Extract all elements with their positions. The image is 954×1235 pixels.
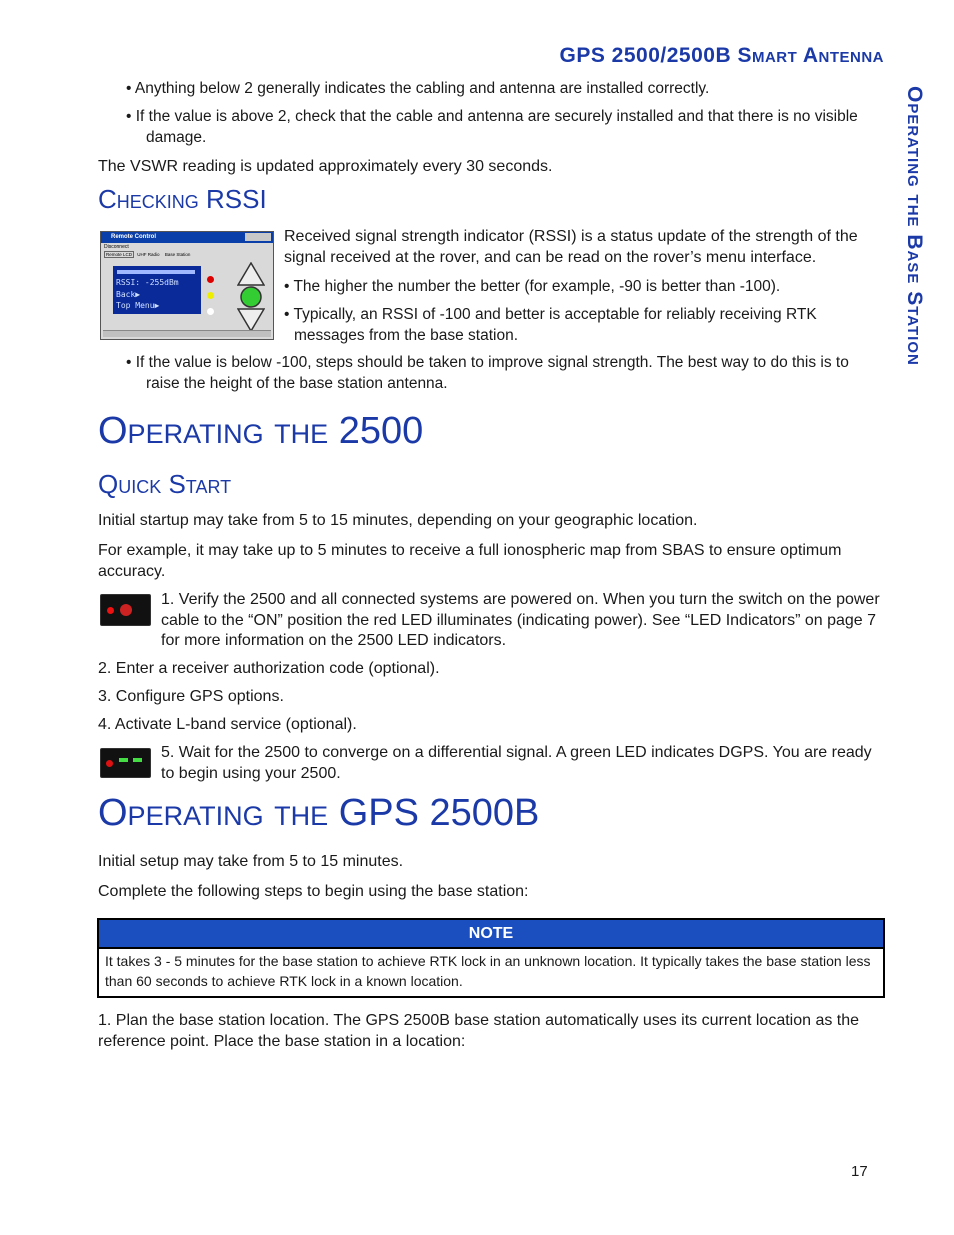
lcd-status-bar xyxy=(117,270,195,274)
power-led-panel xyxy=(100,594,151,626)
rssi-bullet-typical: • Typically, an RSSI of -100 and better is acceptable for reliably receiving RTK messages from the base station. xyxy=(284,306,817,344)
step-5-converge: 5. Wait for the 2500 to converge on a differential signal. A green LED indicates DGPS. You are ready to begin using your 2500. xyxy=(161,744,872,782)
heading-operating-2500: Operating the 2500 xyxy=(98,410,424,452)
tab-uhf-radio: UHF Radio xyxy=(137,252,160,257)
heading-quick-start: Quick Start xyxy=(98,469,232,499)
tab-base-station: Base Station xyxy=(164,252,191,257)
window-menu: Disconnect xyxy=(104,244,129,250)
step-2-authorization: 2. Enter a receiver authorization code (optional). xyxy=(98,660,440,677)
heading-operating-2500b: Operating the GPS 2500B xyxy=(98,792,540,834)
green-led-icon xyxy=(119,758,128,762)
rssi-bullet-higher: • The higher the number the better (for example, -90 is better than -100). xyxy=(284,278,781,295)
note-title: NOTE xyxy=(99,920,883,949)
window-titlebar xyxy=(101,232,273,243)
down-arrow-icon xyxy=(237,308,265,332)
vswr-note: The VSWR reading is updated approximately every 30 seconds. xyxy=(98,158,553,175)
tab-remote-lcd: Remote LCD xyxy=(106,252,133,257)
bullet-vswr-low: • Anything below 2 generally indicates the cabling and antenna are installed correctly. xyxy=(126,80,710,97)
step-1-power: 1. Verify the 2500 and all connected systems are powered on. When you turn the switch on the power cable to the “ON” position the red LED illuminates (indicating power). See “LED Indicators” on page 7 for more information on the 2500 LED indicators. xyxy=(161,591,880,649)
window-status-bar xyxy=(103,330,271,337)
enter-button-icon xyxy=(237,285,265,309)
heading-checking-rssi: Checking RSSI xyxy=(98,184,267,214)
rover-lcd-screen xyxy=(113,266,201,314)
rssi-intro: Received signal strength indicator (RSSI) is a status update of the strength of the signal received at the rover, and can be read on the rover’s menu interface. xyxy=(284,228,858,266)
lcd-line-back: Back▶ xyxy=(116,290,141,299)
yellow-led-icon xyxy=(207,292,214,299)
rssi-screenshot xyxy=(100,231,274,340)
quick-start-p1: Initial startup may take from 5 to 15 minutes, depending on your geographic location. xyxy=(98,512,698,529)
quick-start-p2: For example, it may take up to 5 minutes to receive a full ionospheric map from SBAS to ensure optimum accuracy. xyxy=(98,542,842,580)
step-3-configure: 3. Configure GPS options. xyxy=(98,688,284,705)
section-side-tab: Operating the Base Station xyxy=(903,86,926,366)
lcd-line-top-menu: Top Menu▶ xyxy=(116,301,160,310)
rssi-bullet-below: • If the value is below -100, steps should be taken to improve signal strength. The best way to do this is to raise the height of the base station antenna. xyxy=(126,354,849,392)
page-number: 17 xyxy=(851,1163,868,1180)
window-title: Remote Control xyxy=(111,234,156,240)
note-body: It takes 3 - 5 minutes for the base station to achieve RTK lock in an unknown location. It typically takes the base station less than 60 seconds to achieve RTK lock in a known location. xyxy=(105,953,871,989)
red-led-icon xyxy=(106,760,113,767)
bullet-vswr-high: • If the value is above 2, check that the cable and antenna are securely installed and that there is no visible damage. xyxy=(126,108,858,146)
green-led-icon xyxy=(133,758,142,762)
window-controls-icon xyxy=(245,233,271,241)
red-led-icon xyxy=(107,607,114,614)
power-symbol-icon xyxy=(120,604,132,616)
dgps-led-panel xyxy=(100,748,151,778)
step-4-lband: 4. Activate L-band service (optional). xyxy=(98,716,357,733)
red-led-icon xyxy=(207,276,214,283)
running-header: GPS 2500/2500B Smart Antenna xyxy=(559,44,884,67)
white-led-icon xyxy=(207,308,214,315)
setup-p1: Initial setup may take from 5 to 15 minutes. xyxy=(98,853,404,870)
setup-p2: Complete the following steps to begin using the base station: xyxy=(98,883,529,900)
base-step-1: 1. Plan the base station location. The GPS 2500B base station automatically uses its current location as the reference point. Place the base station in a location: xyxy=(98,1012,860,1050)
window-tabs xyxy=(104,252,192,257)
lcd-line-rssi: RSSI: -255dBm xyxy=(116,278,179,287)
note-box xyxy=(97,918,885,998)
up-arrow-icon xyxy=(237,262,265,286)
